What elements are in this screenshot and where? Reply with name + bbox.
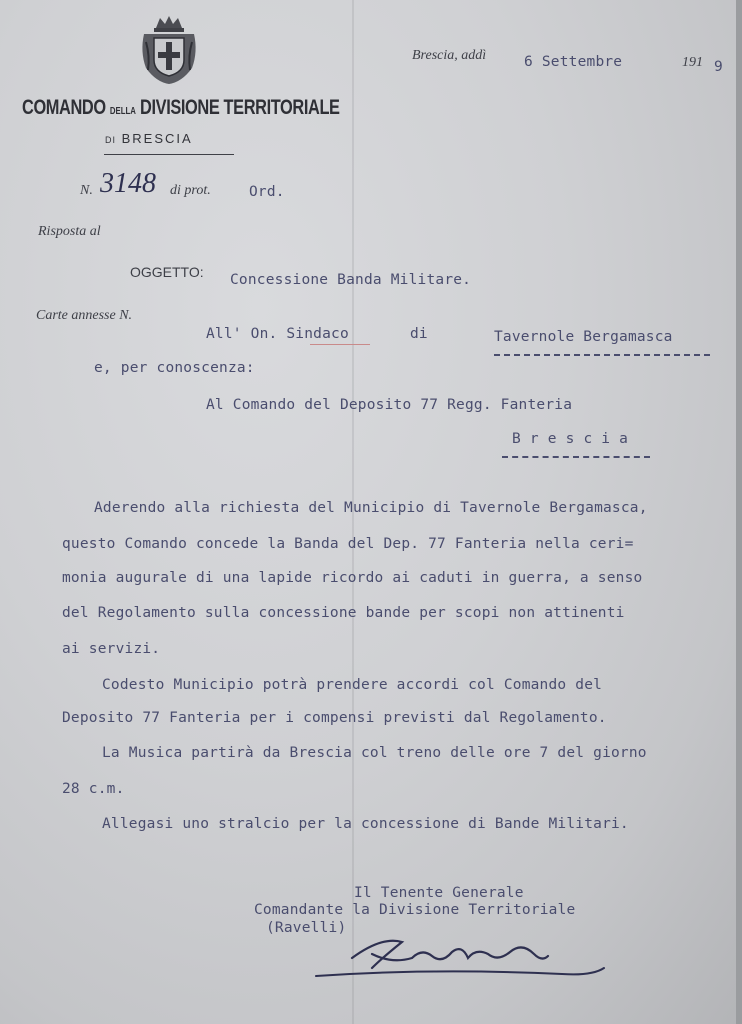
signature-role: Comandante la Divisione Territoriale	[254, 902, 576, 918]
letterhead-city-prefix: DI	[105, 135, 116, 145]
body-line-10: Allegasi uno stralcio per la concessione di Bande Militari.	[102, 816, 629, 832]
cc-place: B r e s c i a	[512, 431, 629, 447]
cc-recipient: Al Comando del Deposito 77 Regg. Fanteria	[206, 397, 573, 413]
body-line-6: Codesto Municipio potrà prendere accordi col Comando del	[102, 677, 603, 693]
recipient-to: All' On. Sindaco	[206, 326, 349, 342]
body-line-2: questo Comando concede la Banda del Dep. 77 Fanteria nella ceri=	[62, 536, 634, 552]
protocol-suffix: di prot.	[170, 183, 211, 198]
date-year-typed: 9	[714, 59, 723, 75]
date-year-printed: 191	[682, 55, 703, 70]
signature-title: Il Tenente Generale	[354, 885, 524, 901]
body-line-9: 28 c.m.	[62, 781, 125, 797]
date-typed: 6 Settembre	[524, 54, 623, 70]
paper-edge	[736, 0, 742, 1024]
crowned-coat-of-arms-icon	[138, 12, 200, 86]
subject-label: OGGETTO:	[130, 264, 204, 280]
letterhead-org-part1: COMANDO	[22, 96, 106, 119]
letterhead-org	[22, 96, 340, 120]
handwritten-signature	[312, 918, 612, 998]
letterhead-city-name: BRESCIA	[121, 131, 193, 146]
date-place: Brescia, addì	[412, 48, 487, 63]
body-line-5: ai servizi.	[62, 641, 161, 657]
body-line-7: Deposito 77 Fanteria per i compensi previsti dal Regolamento.	[62, 710, 607, 726]
body-line-1: Aderendo alla richiesta del Municipio di Tavernole Bergamasca,	[94, 500, 648, 516]
signature-name: (Ravelli)	[266, 920, 347, 936]
letterhead-city	[105, 131, 193, 146]
cc-place-underline	[502, 456, 650, 458]
body-line-4: del Regolamento sulla concessione bande per scopi non attinenti	[62, 605, 625, 621]
body-line-8: La Musica partirà da Brescia col treno delle ore 7 del giorno	[102, 745, 647, 761]
letterhead-org-part2: DIVISIONE TERRITORIALE	[140, 96, 340, 119]
subject-text: Concessione Banda Militare.	[230, 272, 472, 288]
protocol-number: 3148	[100, 168, 156, 199]
letterhead-rule	[104, 154, 234, 155]
protocol-typed: Ord.	[249, 184, 285, 200]
recipient-place-underline	[494, 354, 710, 356]
recipient-prep: di	[410, 326, 428, 342]
protocol-prefix: N.	[80, 183, 93, 198]
cc-label: e, per conoscenza:	[94, 360, 255, 376]
letterhead-connector: DELLA	[109, 106, 136, 117]
body-line-3: monia augurale di una lapide ricordo ai caduti in guerra, a senso	[62, 570, 643, 586]
attachments-label: Carte annesse N.	[36, 308, 133, 323]
reply-label: Risposta al	[38, 224, 101, 239]
recipient-place: Tavernole Bergamasca	[494, 329, 673, 345]
recipient-underline	[310, 344, 370, 345]
